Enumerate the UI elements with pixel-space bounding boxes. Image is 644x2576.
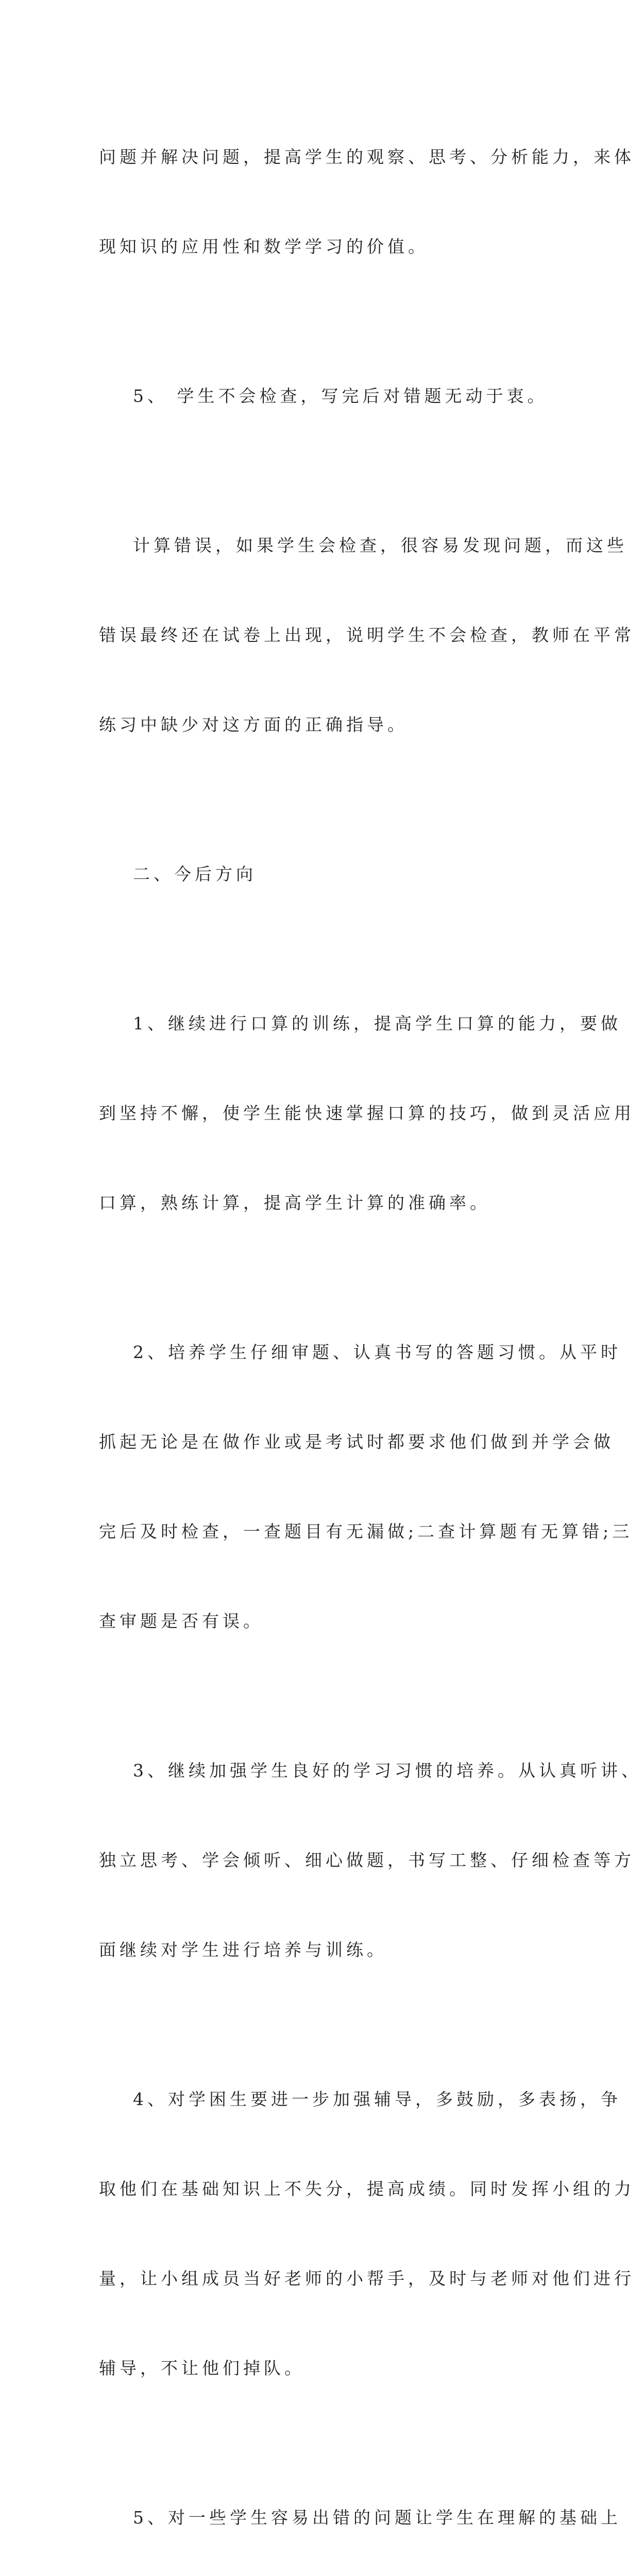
text-line: 到坚持不懈，使学生能快速掌握口算的技巧，做到灵活应用 (99, 1103, 635, 1123)
text-line: 3、继续加强学生良好的学习习惯的培养。从认真听讲、 (133, 1760, 642, 1781)
paragraph-7 (99, 2025, 635, 2443)
text-line: 练习中缺少对这方面的正确指导。 (99, 715, 408, 735)
text-line: 取他们在基础知识上不失分，提高成绩。同时发挥小组的力 (99, 2179, 635, 2199)
text-line: 1、继续进行口算的训练，提高学生口算的能力，要做 (133, 1013, 621, 1033)
text-line: 口算，熟练计算，提高学生计算的准确率。 (99, 1193, 490, 1213)
text-line: 5、对一些学生容易出错的问题让学生在理解的基础上 (133, 2507, 621, 2528)
text-line: 二、今后方向 (133, 864, 257, 884)
paragraph-2 (99, 321, 552, 471)
text-line: 量，让小组成员当好老师的小帮手，及时与老师对他们进行 (99, 2268, 635, 2289)
text-line: 5、 学生不会检查，写完后对错题无动于衷。 (133, 386, 548, 406)
text-line: 完后及时检查，一查题目有无漏做;二查计算题有无算错;三 (99, 1521, 633, 1541)
paragraph-8 (99, 2443, 621, 2576)
text-line: 2、培养学生仔细审题、认真书写的答题习惯。从平时 (133, 1342, 621, 1362)
text-line: 辅导，不让他们掉队。 (99, 2358, 305, 2378)
text-line: 现知识的应用性和数学学习的价值。 (99, 236, 429, 257)
text-line: 抓起无论是在做作业或是考试时都要求他们做到并学会做 (99, 1432, 614, 1452)
paragraph-4 (99, 949, 635, 1278)
text-line: 错误最终还在试卷上出现，说明学生不会检查，教师在平常 (99, 625, 635, 645)
text-line: 计算错误，如果学生会检查，很容易发现问题，而这些 (133, 535, 628, 555)
paragraph-6 (99, 1696, 642, 2025)
text-line: 4、对学困生要进一步加强辅导，多鼓励，多表扬，争 (133, 2089, 621, 2109)
text-line: 查审题是否有误。 (99, 1611, 264, 1631)
paragraph-3 (99, 471, 635, 800)
text-line: 问题并解决问题，提高学生的观察、思考、分析能力，来体 (99, 147, 635, 167)
text-line: 独立思考、学会倾听、细心做题，书写工整、仔细检查等方 (99, 1850, 635, 1870)
section-heading (99, 800, 552, 949)
paragraph-1 (99, 82, 635, 321)
text-line: 面继续对学生进行培养与训练。 (99, 1940, 387, 1960)
paragraph-5 (99, 1278, 633, 1696)
document-body (99, 82, 642, 2576)
